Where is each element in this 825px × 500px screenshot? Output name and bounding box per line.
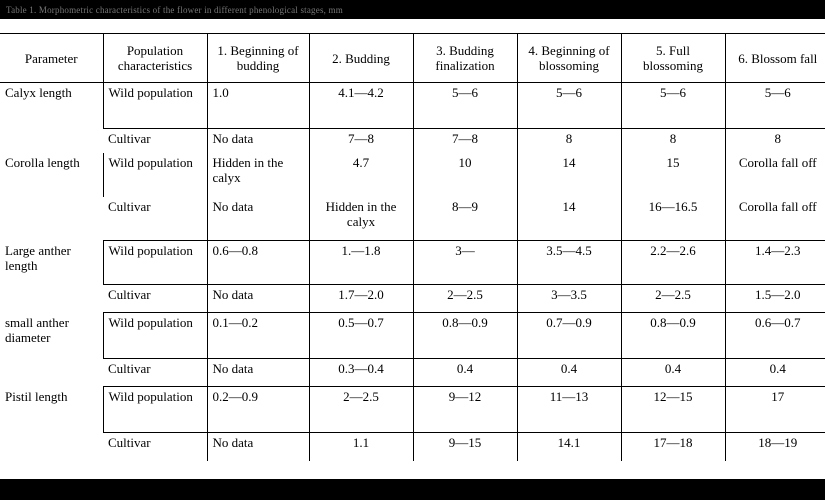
- header-row: [0, 34, 825, 83]
- value-cell: Corolla fall off: [725, 197, 825, 241]
- value-cell: 2.2—2.6: [621, 241, 725, 285]
- parameter-cell: Large anther length: [5, 242, 71, 273]
- header-population: Population characteristics: [103, 34, 207, 83]
- value-cell: 8: [725, 129, 825, 153]
- value-cell: 1.4—2.3: [725, 241, 825, 285]
- population-cell: Cultivar: [103, 285, 207, 313]
- value-cell: 2—2.5: [309, 387, 413, 433]
- value-cell: 7—8: [309, 129, 413, 153]
- value-cell: 8: [517, 129, 621, 153]
- population-cell: Cultivar: [103, 359, 207, 387]
- value-cell: 10: [413, 153, 517, 197]
- value-cell: 0.4: [621, 359, 725, 387]
- population-cell: Cultivar: [103, 433, 207, 461]
- population-cell: Wild population: [103, 313, 207, 359]
- population-cell: Wild population: [103, 387, 207, 433]
- value-cell: 4.1—4.2: [309, 83, 413, 129]
- value-cell: 0.8—0.9: [413, 313, 517, 359]
- value-cell: 0.3—0.4: [309, 359, 413, 387]
- value-cell: 2—2.5: [413, 285, 517, 313]
- table-row: [0, 285, 825, 313]
- value-cell: 14: [517, 197, 621, 241]
- value-cell: No data: [207, 433, 309, 461]
- value-cell: 0.7—0.9: [517, 313, 621, 359]
- bottom-border: [0, 479, 825, 500]
- parameter-cell: small anther diameter: [5, 314, 69, 345]
- value-cell: 4.7: [309, 153, 413, 197]
- value-cell: 7—8: [413, 129, 517, 153]
- value-cell: 14.1: [517, 433, 621, 461]
- value-cell: 3—: [413, 241, 517, 285]
- value-cell: 0.6—0.7: [725, 313, 825, 359]
- table-row: [0, 387, 825, 433]
- parameter-cell: Pistil length: [5, 388, 68, 404]
- value-cell: 9—15: [413, 433, 517, 461]
- population-cell: Wild population: [103, 83, 207, 129]
- document-page: [0, 19, 825, 479]
- table-caption: Table 1. Morphometric characteristics of the flower in different phenological stages, mm: [6, 5, 343, 15]
- value-cell: 1.1: [309, 433, 413, 461]
- header-phase-1: 1. Beginning of budding: [207, 34, 309, 83]
- header-phase-2: 2. Budding: [309, 34, 413, 83]
- table-row: [0, 433, 825, 461]
- value-cell: 0.1—0.2: [207, 313, 309, 359]
- value-cell: 12—15: [621, 387, 725, 433]
- value-cell: 5—6: [621, 83, 725, 129]
- value-cell: 9—12: [413, 387, 517, 433]
- value-cell: 17—18: [621, 433, 725, 461]
- value-cell: 15: [621, 153, 725, 197]
- header-phase-3: 3. Budding finalization: [413, 34, 517, 83]
- value-cell: 0.5—0.7: [309, 313, 413, 359]
- value-cell: 0.4: [413, 359, 517, 387]
- table-row: [0, 129, 825, 153]
- value-cell: 5—6: [413, 83, 517, 129]
- header-phase-6: 6. Blossom fall: [725, 34, 825, 83]
- value-cell: 11—13: [517, 387, 621, 433]
- value-cell: Hidden in the calyx: [309, 197, 413, 241]
- value-cell: 5—6: [517, 83, 621, 129]
- value-cell: 3—3.5: [517, 285, 621, 313]
- header-phase-5: 5. Full blossoming: [621, 34, 725, 83]
- table-row: [0, 313, 825, 359]
- morphometric-table: [0, 33, 825, 461]
- value-cell: Corolla fall off: [725, 153, 825, 197]
- value-cell: No data: [207, 285, 309, 313]
- value-cell: 8—9: [413, 197, 517, 241]
- value-cell: 1.0: [207, 83, 309, 129]
- parameter-cell: Corolla length: [5, 154, 80, 170]
- table-caption-bar: [0, 0, 825, 19]
- table-row: [0, 83, 825, 129]
- parameter-cell: Calyx length: [5, 85, 72, 100]
- value-cell: 0.8—0.9: [621, 313, 725, 359]
- value-cell: 5—6: [725, 83, 825, 129]
- value-cell: 0.6—0.8: [207, 241, 309, 285]
- population-cell: Wild population: [103, 153, 207, 197]
- value-cell: 18—19: [725, 433, 825, 461]
- value-cell: 16—16.5: [621, 197, 725, 241]
- population-cell: Cultivar: [103, 129, 207, 153]
- value-cell: 2—2.5: [621, 285, 725, 313]
- table-row: [0, 197, 825, 241]
- table-row: [0, 241, 825, 285]
- value-cell: No data: [207, 359, 309, 387]
- value-cell: 1.7—2.0: [309, 285, 413, 313]
- population-cell: Wild population: [103, 241, 207, 285]
- value-cell: 0.2—0.9: [207, 387, 309, 433]
- value-cell: No data: [207, 197, 309, 241]
- value-cell: 0.4: [517, 359, 621, 387]
- value-cell: 1.5—2.0: [725, 285, 825, 313]
- value-cell: 3.5—4.5: [517, 241, 621, 285]
- table-row: [0, 153, 825, 197]
- value-cell: Hidden in the calyx: [207, 153, 309, 197]
- value-cell: 14: [517, 153, 621, 197]
- header-phase-4: 4. Beginning of blossoming: [517, 34, 621, 83]
- value-cell: 8: [621, 129, 725, 153]
- value-cell: 1.—1.8: [309, 241, 413, 285]
- value-cell: 17: [725, 387, 825, 433]
- value-cell: No data: [207, 129, 309, 153]
- table-row: [0, 359, 825, 387]
- header-parameter: Parameter: [0, 34, 103, 83]
- population-cell: Cultivar: [103, 197, 207, 241]
- value-cell: 0.4: [725, 359, 825, 387]
